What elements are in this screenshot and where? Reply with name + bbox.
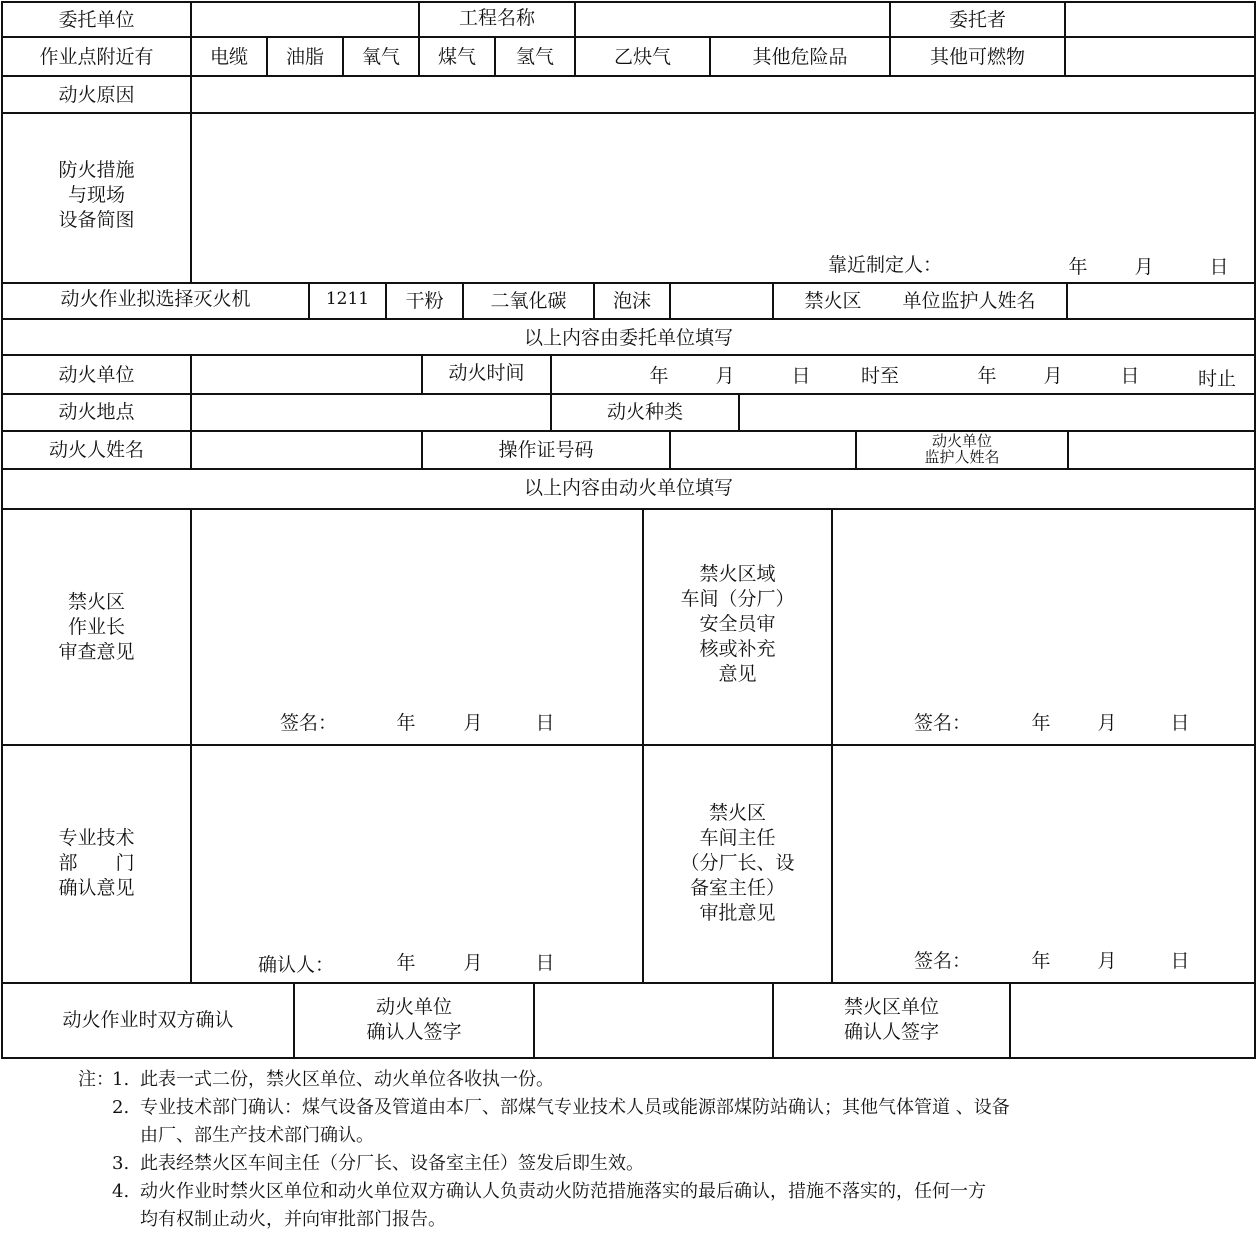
review-left-label-line: 禁火区 <box>67 590 125 613</box>
operator-name-value[interactable] <box>192 436 421 464</box>
approve-right-year: 年 <box>1031 950 1051 972</box>
review-left-label-line: 作业长 <box>67 615 125 638</box>
fire-time-year2: 年 <box>977 365 997 387</box>
extinguisher-blank[interactable] <box>671 288 772 314</box>
nearby-cable: 电缆 <box>209 46 248 68</box>
note-text: 专业技术部门确认：煤气设备及管道由本厂、部煤气专业技术人员或能源部煤防站确认；其他气体管道 、设备 <box>140 1097 1010 1118</box>
review-left-label-line: 审查意见 <box>58 640 135 663</box>
fire-monitor-label-line: 监护人姓名 <box>924 448 1000 466</box>
project-name-label: 工程名称 <box>458 7 535 29</box>
location-label: 动火地点 <box>58 401 135 423</box>
nearby-other-hazard: 其他危险品 <box>752 46 848 68</box>
fire-monitor-label-line: 动火单位 <box>931 432 992 450</box>
note-text: 此表经禁火区车间主任（分厂长、设备室主任）签发后即生效。 <box>140 1153 644 1174</box>
approve-right-month: 月 <box>1097 950 1117 972</box>
extinguisher-dry-powder: 干粉 <box>405 290 444 312</box>
row-line <box>1 318 1256 320</box>
fire-type-label: 动火种类 <box>606 401 683 423</box>
approve-mid-label-line: 车间主任 <box>699 827 776 849</box>
approve-mid-label-line: 禁火区 <box>708 802 766 824</box>
nearby-label: 作业点附近有 <box>39 46 154 68</box>
review-left-day: 日 <box>535 712 555 734</box>
confirm-fire-label-line: 动火单位 <box>375 996 452 1018</box>
extinguisher-label: 动火作业拟选择灭火机 <box>60 288 251 310</box>
entruster-value[interactable] <box>1066 6 1254 34</box>
review-mid-label-line: 核或补充 <box>699 638 776 660</box>
nearby-grease: 油脂 <box>285 46 324 68</box>
review-right-day: 日 <box>1170 712 1190 734</box>
fire-time-month2: 月 <box>1043 365 1063 387</box>
confirm-fire-label-line: 确认人签字 <box>366 1021 462 1043</box>
notes <box>78 1066 1178 1234</box>
review-right-year: 年 <box>1031 712 1051 734</box>
row-line <box>1 468 1256 470</box>
measures-label-line: 设备简图 <box>58 208 135 231</box>
note-item <box>78 1066 1178 1094</box>
confirm-fire-label <box>295 994 533 1046</box>
note-text: 动火作业时禁火区单位和动火单位双方确认人负责动火防范措施落实的最后确认，措施不落实的，任何一方 <box>140 1181 986 1202</box>
confirm-zone-label-line: 禁火区单位 <box>843 996 939 1018</box>
measures-year: 年 <box>1068 256 1088 278</box>
nearby-hydrogen: 氢气 <box>515 46 554 68</box>
col-line <box>831 508 833 982</box>
note-text: 由厂、部生产技术部门确认。 <box>140 1125 374 1146</box>
measures-month: 月 <box>1134 256 1154 278</box>
operator-name-label: 动火人姓名 <box>48 439 144 461</box>
note-item <box>78 1150 1178 1178</box>
measures-day: 日 <box>1209 256 1229 278</box>
review-right-sign-label: 签名： <box>914 712 972 734</box>
extinguisher-1211: 1211 <box>325 289 370 309</box>
cert-number-label: 操作证号码 <box>498 439 594 461</box>
review-left-label <box>3 587 190 667</box>
fire-unit-label: 动火单位 <box>58 364 135 386</box>
cert-number-value[interactable] <box>671 436 855 464</box>
review-left-year: 年 <box>396 712 416 734</box>
measures-label-line: 与现场 <box>67 183 125 206</box>
approve-left-label-line: 专业技术 <box>58 826 135 849</box>
review-left-month: 月 <box>463 712 483 734</box>
confirm-label: 动火作业时双方确认 <box>62 1009 234 1031</box>
note-text: 此表一式二份，禁火区单位、动火单位各收执一份。 <box>140 1069 554 1090</box>
col-line <box>190 112 192 282</box>
extinguisher-co2: 二氧化碳 <box>490 290 567 312</box>
fire-time-month1: 月 <box>715 365 735 387</box>
confirm-zone-label-line: 确认人签字 <box>843 1021 939 1043</box>
col-line <box>772 282 774 318</box>
review-mid-label-line: 车间（分厂） <box>680 588 795 610</box>
fire-time-until: 时至 <box>860 365 899 387</box>
approve-mid-label-line: 审批意见 <box>699 902 776 924</box>
section1-note: 以上内容由委托单位填写 <box>523 327 733 349</box>
project-name-value[interactable] <box>576 6 889 34</box>
confirm-zone-signature[interactable] <box>1011 994 1254 1046</box>
fire-time-label: 动火时间 <box>448 362 525 384</box>
zone-label: 禁火区 <box>804 290 862 312</box>
confirm-zone-label <box>774 994 1009 1046</box>
nearby-gas: 煤气 <box>437 46 476 68</box>
approve-right-day: 日 <box>1170 950 1190 972</box>
approve-left-label-line: 确认意见 <box>58 876 135 899</box>
review-left-sign-label: 签名： <box>280 712 338 734</box>
note-number: 3. <box>112 1153 130 1174</box>
approve-left-sign-label: 确认人： <box>258 954 335 976</box>
zone-monitor-value[interactable] <box>1068 288 1254 314</box>
note-text: 均有权制止动火，并向审批部门报告。 <box>140 1209 446 1230</box>
confirm-fire-signature[interactable] <box>535 994 772 1046</box>
note-item <box>78 1178 1178 1234</box>
fire-type-value[interactable] <box>740 398 1254 426</box>
note-number: 2. <box>112 1097 130 1118</box>
fire-monitor-value[interactable] <box>1069 436 1254 464</box>
review-mid-label-line: 意见 <box>718 663 757 685</box>
fire-time-day2: 日 <box>1120 365 1140 387</box>
location-value[interactable] <box>192 398 550 426</box>
note-item <box>78 1094 1178 1150</box>
review-mid-label <box>644 562 831 687</box>
row-line <box>1 982 1256 984</box>
measures-label <box>3 155 190 235</box>
review-mid-label-line: 安全员审 <box>699 613 776 635</box>
approve-left-month: 月 <box>463 952 483 974</box>
measures-label-line: 防火措施 <box>58 158 135 181</box>
zone-monitor-label: 单位监护人姓名 <box>902 290 1036 312</box>
fire-time-year1: 年 <box>649 365 669 387</box>
fire-time-day1: 日 <box>791 365 811 387</box>
approve-mid-label <box>644 801 831 926</box>
reason-value[interactable] <box>192 81 1254 109</box>
reason-label: 动火原因 <box>58 84 135 106</box>
approve-left-label <box>3 823 190 903</box>
fire-unit-value[interactable] <box>192 361 421 389</box>
approve-left-label-line: 部 门 <box>58 851 135 874</box>
section2-note: 以上内容由动火单位填写 <box>523 477 733 499</box>
entrust-unit-label: 委托单位 <box>58 9 135 31</box>
fire-monitor-label <box>857 432 1067 466</box>
note-number: 4. <box>112 1181 130 1202</box>
nearby-acetylene: 乙炔气 <box>613 46 671 68</box>
note-number: 1. <box>112 1069 130 1090</box>
review-mid-label-line: 禁火区域 <box>699 563 776 585</box>
review-right-month: 月 <box>1097 712 1117 734</box>
approve-right-sign-label: 签名： <box>914 950 972 972</box>
nearby-oxygen: 氧气 <box>361 46 400 68</box>
extinguisher-foam: 泡沫 <box>612 290 651 312</box>
approve-mid-label-line: 备室主任） <box>689 877 785 899</box>
approve-mid-label-line: （分厂长、设 <box>680 852 795 874</box>
fire-time-stop: 时止 <box>1197 368 1236 390</box>
nearby-other-combustible: 其他可燃物 <box>929 46 1025 68</box>
entrust-unit-value[interactable] <box>192 6 418 34</box>
notes-prefix: 注： <box>78 1069 114 1090</box>
entruster-label: 委托者 <box>948 9 1006 31</box>
col-line <box>190 508 192 982</box>
approve-left-year: 年 <box>396 952 416 974</box>
approve-left-day: 日 <box>535 952 555 974</box>
measures-maker-label: 靠近制定人： <box>828 254 943 276</box>
